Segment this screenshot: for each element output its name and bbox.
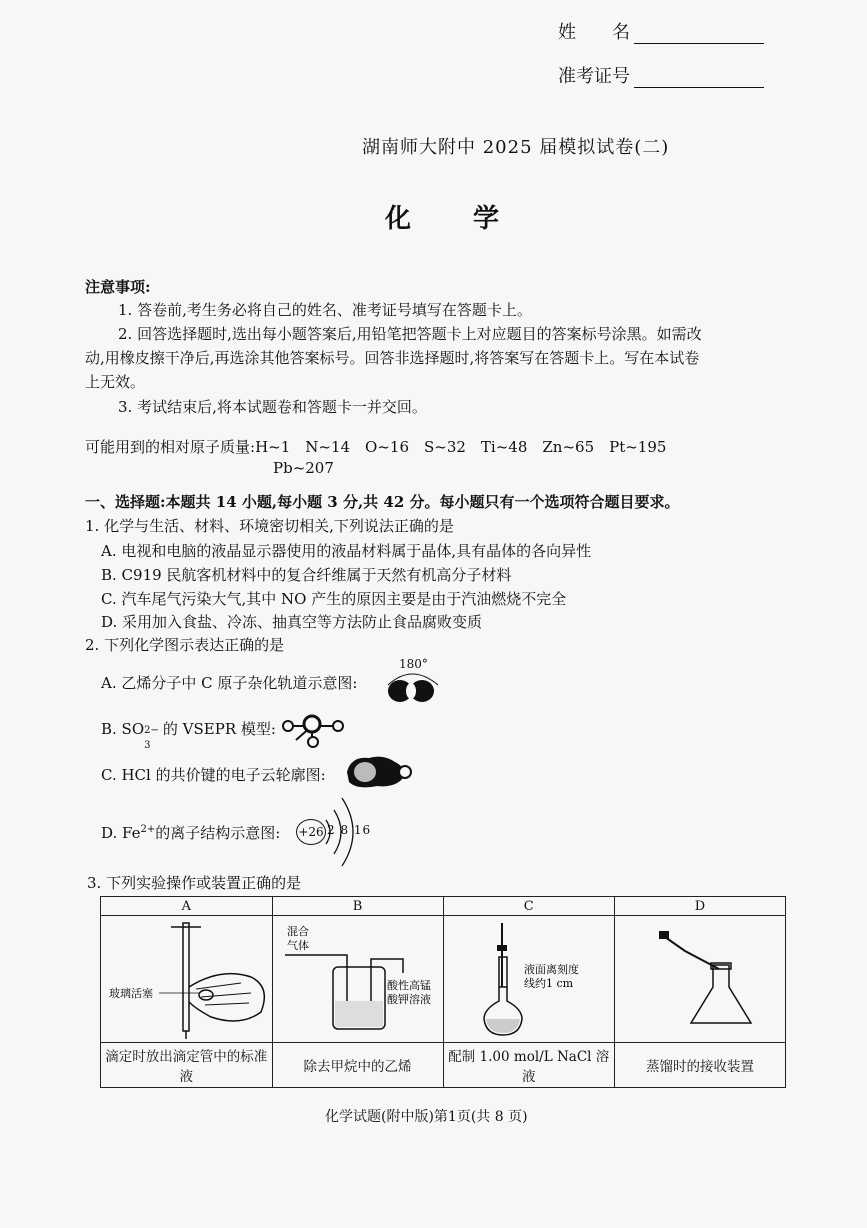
mixed-gas-label-1: 混合 [286, 925, 309, 938]
electron-shells-text: 2 8 16 [327, 823, 372, 837]
atomic-mass-values: H~1 N~14 O~16 S~32 Ti~48 Zn~65 Pt~195 [255, 438, 667, 456]
subject-title: 化 学 [385, 204, 518, 234]
mixed-gas-label-2: 气体 [286, 939, 309, 952]
so3-subscript: 3 [144, 740, 151, 751]
id-row [558, 62, 764, 88]
column-a-header: A [101, 897, 273, 916]
q2-option-b [101, 718, 276, 751]
so3-charge: 2− [144, 725, 159, 736]
angle-label: 180° [399, 657, 428, 671]
fe-label: 的离子结构示意图: [155, 824, 281, 842]
table-header-row [101, 897, 786, 916]
exam-title: 湖南师大附中 2025 届模拟试卷(二) [362, 137, 670, 158]
meniscus-label-2: 线约1 cm [523, 977, 573, 990]
caption-b: 除去甲烷中的乙烯 [272, 1043, 443, 1088]
nucleus-circle: +26 [296, 819, 326, 845]
caption-a: 滴定时放出滴定管中的标准液 [101, 1043, 273, 1088]
q2-option-d [101, 822, 280, 843]
stopcock-label: 玻璃活塞 [109, 987, 154, 1000]
meniscus-label-1: 液面离刻度 [523, 963, 579, 976]
erlenmeyer-receiver-diagram [615, 917, 785, 1037]
caption-d: 蒸馏时的接收装置 [614, 1043, 785, 1088]
gas-wash-bottle-diagram [273, 917, 443, 1037]
column-d-header: D [614, 897, 785, 916]
so3-text: B. SO [101, 720, 145, 738]
notes-item-1: 1. 答卷前,考生务必将自己的姓名、准考证号填写在答题卡上。 [118, 301, 532, 319]
volumetric-flask-diagram [444, 917, 614, 1037]
notes-item-3: 3. 考试结束后,将本试题卷和答题卡一并交回。 [118, 398, 427, 416]
q1-option-d: D. 采用加入食盐、冷冻、抽真空等方法防止食品腐败变质 [101, 613, 483, 631]
q1-option-c: C. 汽车尾气污染大气,其中 NO 产生的原因主要是由于汽油燃烧不完全 [101, 590, 567, 608]
atomic-mass-line [85, 436, 666, 457]
experiment-table [100, 896, 786, 1088]
caption-c: 配制 1.00 mol/L NaCl 溶液 [443, 1043, 614, 1088]
column-b-header: B [272, 897, 443, 916]
fe-charge: 2+ [140, 824, 156, 835]
vsepr-model-diagram [280, 708, 350, 750]
q1-stem: 1. 化学与生活、材料、环境密切相关,下列说法正确的是 [85, 517, 454, 535]
hybrid-orbital-diagram [382, 665, 442, 707]
electron-cloud-diagram [343, 752, 413, 792]
id-blank[interactable] [634, 69, 764, 88]
section-heading: 一、选择题:本题共 14 小题,每小题 3 分,共 42 分。每小题只有一个选项符合题目要求。 [85, 493, 680, 511]
q2-option-c: C. HCl 的共价键的电子云轮廓图: [101, 766, 326, 784]
electron-shell-arcs [320, 796, 360, 866]
kmno4-label-1: 酸性高锰 [386, 979, 431, 992]
atomic-mass-line2: Pb~207 [273, 459, 334, 477]
apparatus-a-cell [101, 916, 273, 1043]
apparatus-b-cell [272, 916, 443, 1043]
q2-stem: 2. 下列化学图示表达正确的是 [85, 636, 285, 654]
notes-heading: 注意事项: [85, 278, 151, 296]
table-image-row [101, 916, 786, 1043]
notes-item-2-end: 上无效。 [85, 373, 146, 391]
apparatus-c-cell [443, 916, 614, 1043]
notes-item-2-cont: 动,用橡皮擦干净后,再选涂其他答案标号。回答非选择题时,将答案写在答题卡上。写在本试卷 [85, 349, 700, 367]
notes-item-2: 2. 回答选择题时,选出每小题答案后,用铅笔把答题卡上对应题目的答案标号涂黑。如需改 [118, 325, 702, 343]
q1-option-a: A. 电视和电脑的液晶显示器使用的液晶材料属于晶体,具有晶体的各向异性 [101, 542, 592, 560]
q2-option-a: A. 乙烯分子中 C 原子杂化轨道示意图: [101, 674, 358, 692]
burette-hand-diagram [101, 917, 271, 1037]
name-row [558, 18, 764, 44]
apparatus-d-cell [614, 916, 785, 1043]
vsepr-label: 的 VSEPR 模型: [158, 720, 276, 738]
name-blank[interactable] [634, 25, 764, 44]
q1-option-b: B. C919 民航客机材料中的复合纤维属于天然有机高分子材料 [101, 566, 512, 584]
table-caption-row [101, 1043, 786, 1088]
id-label: 准考证号 [558, 66, 630, 87]
name-label: 姓 名 [558, 22, 630, 43]
page-footer: 化学试题(附中版)第1页(共 8 页) [325, 1109, 528, 1125]
fe-text: D. Fe [101, 824, 141, 842]
q3-stem: 3. 下列实验操作或装置正确的是 [87, 874, 302, 892]
column-c-header: C [443, 897, 614, 916]
kmno4-label-2: 酸钾溶液 [386, 993, 431, 1006]
atomic-mass-label: 可能用到的相对原子质量: [85, 438, 256, 456]
